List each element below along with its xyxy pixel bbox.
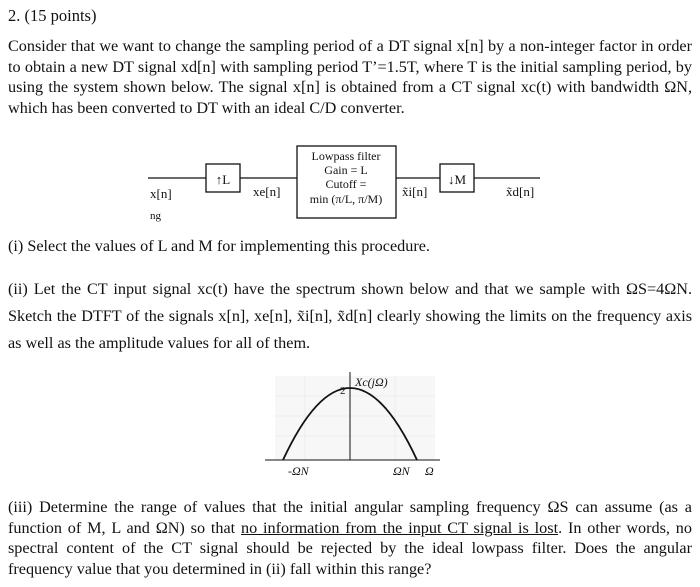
problem-title: 2. (15 points) — [8, 6, 97, 25]
part-iii-before: (iii) Determine the range of values that the initial angular sampling frequency ΩS can assume (as a function of M, L and ΩN) so that — [8, 498, 692, 537]
part-iii-underlined: no information from the input CT signal is lost — [241, 518, 559, 537]
upsampled-signal-label: xe[n] — [253, 184, 281, 199]
filtered-signal-label: x̃i[n] — [402, 184, 428, 199]
omega-axis-label: Ω — [425, 464, 434, 478]
problem-intro: Consider that we want to change the sampling period of a DT signal x[n] by a non-integer factor in order to obtain a new DT signal xd[n] with sampling period T’=1.5T, where T is the initial sampling period, by using the system shown below. The signal x[n] is obtained from a CT signal xc(t) with bandwidth ΩN, which has been converted to DT with an ideal C/D converter. — [8, 37, 692, 117]
neg-omega-n-tick: -ΩN — [288, 464, 309, 478]
peak-value-label: 2 — [340, 385, 346, 397]
omega-n-tick: ΩN — [393, 464, 410, 478]
part-iii-text — [8, 497, 692, 579]
spectrum-ylabel: Xc(jΩ) — [355, 375, 388, 389]
filter-line-4: min (π/L, π/M) — [309, 192, 383, 206]
input-signal-label: x[n] — [150, 186, 172, 201]
downsampler-label: ↓M — [447, 172, 467, 187]
part-i-text: (i) Select the values of L and M for implementing this procedure. — [8, 237, 430, 255]
filter-line-1: Lowpass filter — [311, 149, 381, 163]
upsampler-label: ↑L — [215, 172, 231, 187]
part-ii-text: (ii) Let the CT input signal xc(t) have the spectrum shown below and that we sample with ΩS=4ΩN. Sketch the DTFT of the signals x[n], xe[n], x̃i[n], x̃d[n] clearly showing the limits on the frequency axis as well as the amplitude values for all of them. — [8, 280, 692, 352]
block-diagram — [0, 140, 700, 235]
spectrum-plot — [255, 366, 450, 484]
output-signal-label: x̃d[n] — [506, 184, 535, 199]
filter-line-2: Gain = L — [324, 163, 368, 177]
filter-line-3: Cutoff = — [325, 177, 367, 191]
part-iii-after: . In other words, no spectral content of the CT signal should be rejected by the ideal lowpass filter. Does the angular frequency value that you determined in (ii) fall within this range? — [8, 518, 692, 578]
input-note: ng — [150, 210, 161, 222]
